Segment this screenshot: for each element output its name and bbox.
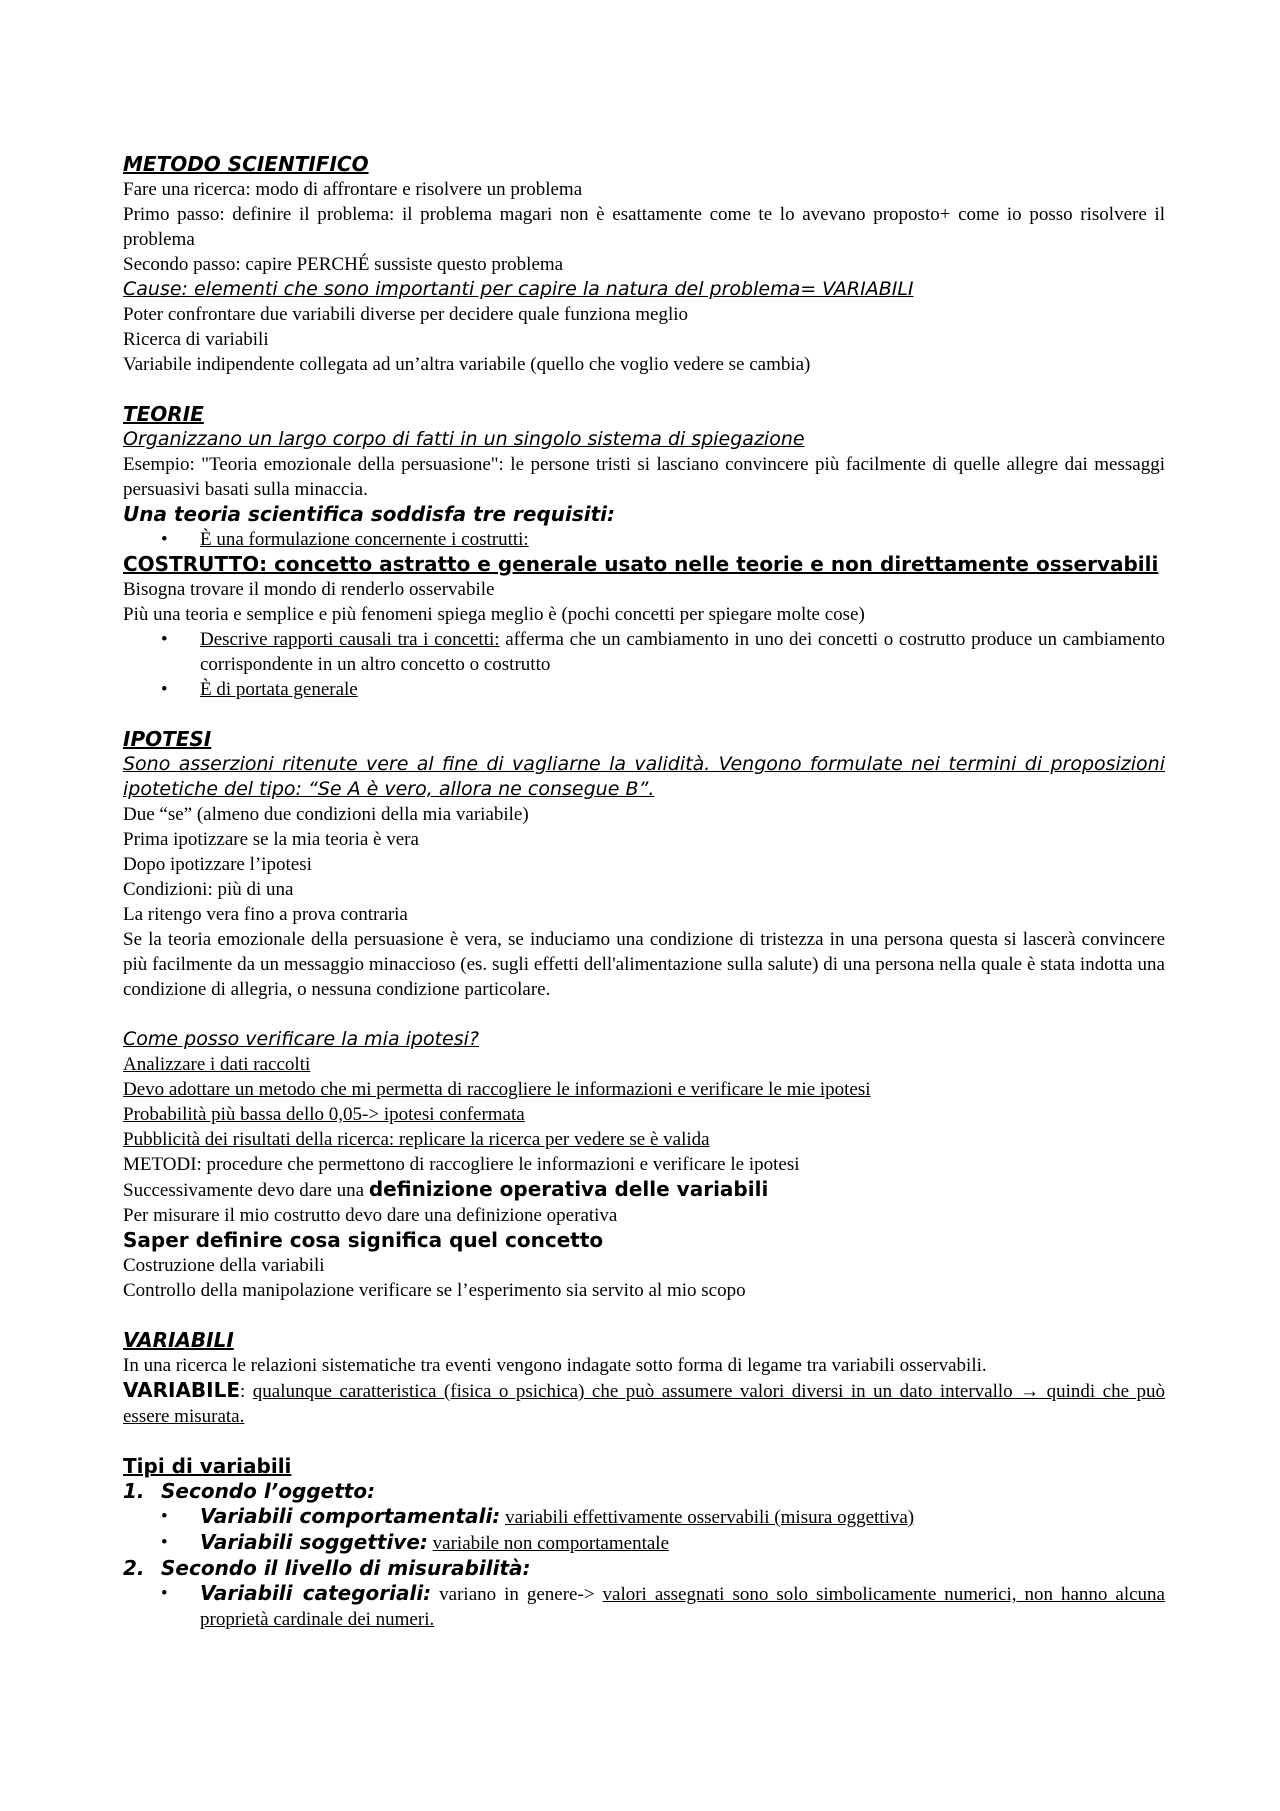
underlined-text: variabile non comportamentale [432, 1533, 670, 1554]
list-item [123, 1530, 1165, 1556]
heading-teorie: TEORIE [123, 402, 204, 426]
list-item [123, 1504, 1165, 1530]
heading-variabili: VARIABILI [123, 1328, 234, 1352]
document-page [123, 152, 1165, 1632]
numbered-item-text: Secondo l’oggetto: [161, 1479, 376, 1503]
paragraph: Devo adottare un metodo che mi permetta di raccogliere le informazioni e verificare le mie ipotesi [123, 1079, 871, 1100]
list-number: 1. [123, 1479, 145, 1503]
paragraph: Fare una ricerca: modo di affrontare e risolvere un problema [123, 179, 583, 200]
paragraph: Prima ipotizzare se la mia teoria è vera [123, 829, 419, 850]
subheading-cause: Cause: elementi che sono importanti per capire la natura del problema= VARIABILI [123, 278, 914, 300]
bold-text: Variabili comportamentali: [200, 1504, 501, 1528]
costrutto-definition: COSTRUTTO: concetto astratto e generale usato nelle teorie e non direttamente osservabili [123, 552, 1159, 576]
bold-text: VARIABILE [123, 1378, 241, 1402]
paragraph: Due “se” (almeno due condizioni della mia variabile) [123, 804, 529, 825]
underlined-text: valori assegnati sono solo simbolicamente numerici, non hanno alcuna proprietà cardinale dei numeri. [200, 1584, 1165, 1630]
bold-text: Variabili soggettive: [200, 1530, 428, 1554]
paragraph: Condizioni: più di una [123, 879, 294, 900]
list-item-text: variano in genere-> [431, 1584, 603, 1605]
requisiti-heading: Una teoria scientifica soddisfa tre requisiti: [123, 502, 616, 526]
heading-metodo-scientifico: METODO SCIENTIFICO [123, 152, 369, 176]
paragraph: Primo passo: definire il problema: il problema magari non è esattamente come te lo avevano proposto+ come io posso risolvere il problema [123, 204, 1165, 250]
spacer [123, 377, 1165, 402]
paragraph-text: Successivamente devo dare una [123, 1180, 369, 1201]
heading-tipi-di-variabili: Tipi di variabili [123, 1454, 292, 1478]
numbered-item [123, 1556, 1165, 1581]
paragraph: Analizzare i dati raccolti [123, 1054, 311, 1075]
numbered-item [123, 1479, 1165, 1504]
paragraph: Per misurare il mio costrutto devo dare una definizione operativa [123, 1205, 618, 1226]
list-item-text: Descrive rapporti causali tra i concetti: [200, 629, 500, 650]
paragraph: Se la teoria emozionale della persuasione è vera, se induciamo una condizione di tristezza in una persona questa si lascerà convincere più facilmente da un messaggio minaccioso (es. sugli effetti dell'alimentazione sulla salute) di una persona nella quale è stata indotta una condizione di allegria, o nessuna condizione particolare. [123, 929, 1165, 1000]
heading-ipotesi: IPOTESI [123, 727, 212, 751]
list-number: 2. [123, 1556, 145, 1580]
paragraph: Costruzione della variabili [123, 1255, 325, 1276]
list-item [123, 627, 1165, 677]
paragraph: Controllo della manipolazione verificare se l’esperimento sia servito al mio scopo [123, 1280, 746, 1301]
spacer [123, 1002, 1165, 1027]
paragraph-text: : [240, 1381, 253, 1402]
bold-text: definizione operativa delle variabili [368, 1177, 769, 1201]
bold-line: Saper definire cosa significa quel concetto [123, 1228, 604, 1252]
list-item [123, 677, 1165, 702]
paragraph: Ricerca di variabili [123, 329, 269, 350]
paragraph: METODI: procedure che permettono di raccogliere le informazioni e verificare le ipotesi [123, 1154, 800, 1175]
list-item-text: afferma che un cambiamento in uno dei concetti o costrutto produce un cambiamento corrispondente in un altro concetto o costrutto [200, 629, 1165, 675]
subheading-teorie: Organizzano un largo corpo di fatti in un singolo sistema di spiegazione [123, 428, 805, 450]
paragraph: La ritengo vera fino a prova contraria [123, 904, 408, 925]
paragraph: Più una teoria e semplice e più fenomeni spiega meglio è (pochi concetti per spiegare molte cose) [123, 604, 865, 625]
paragraph: Secondo passo: capire PERCHÉ sussiste questo problema [123, 254, 564, 275]
paragraph: Probabilità più bassa dello 0,05-> ipotesi confermata [123, 1104, 525, 1125]
list-item [123, 527, 1165, 552]
list-item-text: È una formulazione concernente i costrutti: [200, 529, 529, 550]
paragraph: Variabile indipendente collegata ad un’altra variabile (quello che voglio vedere se cambia) [123, 354, 811, 375]
list-item [123, 1581, 1165, 1632]
list-item-text: È di portata generale [200, 679, 358, 700]
paragraph: Esempio: "Teoria emozionale della persuasione": le persone tristi si lasciano convincere più facilmente di quelle allegre dai messaggi persuasivi basati sulla minaccia. [123, 454, 1165, 500]
bold-text: Variabili categoriali: [200, 1581, 432, 1605]
paragraph: Dopo ipotizzare l’ipotesi [123, 854, 312, 875]
underlined-text: variabili effettivamente osservabili (misura oggettiva) [505, 1507, 915, 1528]
spacer [123, 1303, 1165, 1328]
spacer [123, 702, 1165, 727]
paragraph: Pubblicità dei risultati della ricerca: replicare la ricerca per vedere se è valida [123, 1129, 710, 1150]
paragraph [123, 1177, 1165, 1203]
subheading-ipotesi: Sono asserzioni ritenute vere al fine di vagliarne la validità. Vengono formulate nei termini di proposizioni ipotetiche del tipo: “Se A è vero, allora ne consegue B”. [123, 753, 1165, 800]
paragraph: Bisogna trovare il mondo di renderlo osservabile [123, 579, 495, 600]
paragraph: Poter confrontare due variabili diverse per decidere quale funziona meglio [123, 304, 689, 325]
underlined-text: qualunque caratteristica (fisica o psichica) che può assumere valori diversi in un dato intervallo → quindi che può essere misurata. [123, 1381, 1165, 1427]
spacer [123, 1429, 1165, 1454]
variabile-definition [123, 1378, 1165, 1429]
subheading-verifica: Come posso verificare la mia ipotesi? [123, 1028, 479, 1050]
paragraph: In una ricerca le relazioni sistematiche tra eventi vengono indagate sotto forma di legame tra variabili osservabili. [123, 1355, 987, 1376]
numbered-item-text: Secondo il livello di misurabilità: [161, 1556, 531, 1580]
